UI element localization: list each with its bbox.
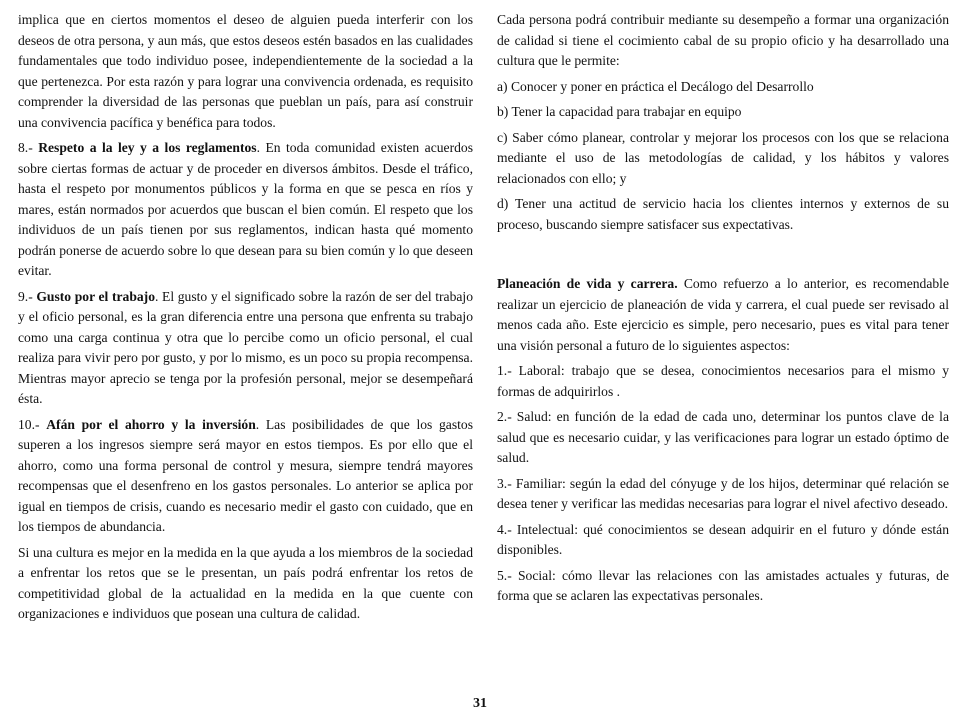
item-title: Respeto a la ley y a los reglamentos xyxy=(38,140,257,155)
paragraph-diversity: implica que en ciertos momentos el deseo de alguien pueda interferir con los deseos de otra persona, y aun más, que estos deseos estén basados en las cualidades fundamentales que todo individuo posee, independientemente de la sociedad a la que pertenezca. Por esta razón y para lograr una convivencia ordenada, es requisito comprender la diversidad de las personas que pueblan un país, para así construir una convivencia pacífica y benéfica para todos. xyxy=(18,12,473,130)
item-number: 8.- xyxy=(18,140,39,155)
list-item-a: a) Conocer y poner en práctica el Decálogo del Desarrollo xyxy=(497,78,814,94)
right-column xyxy=(497,10,949,612)
paragraph-work-enjoyment xyxy=(18,287,473,410)
aspect-labor: 1.- Laboral: trabajo que se desea, conocimientos necesarios para el mismo y formas de adquirirlos . xyxy=(497,363,949,399)
aspect-intellectual: 4.- Intelectual: qué conocimientos se desean adquirir en el futuro y dónde están disponibles. xyxy=(497,521,949,557)
section-text: Como refuerzo a lo anterior, es recomendable realizar un ejercicio de planeación de vida y carrera, el cual puede ser revisado al menos cada año. Este ejercicio es simple, pero necesario, pues es vital para tener una visión personal a futuro de lo siguientes aspectos: xyxy=(497,276,949,353)
list-item-d: d) Tener una actitud de servicio hacia los clientes internos y externos de su proceso, buscando siempre satisfacer sus expectativas. xyxy=(497,196,949,232)
aspect-health: 2.- Salud: en función de la edad de cada uno, determinar los puntos clave de la salud que es necesario cuidar, y las verificaciones para lograr un estado óptimo de salud. xyxy=(497,409,949,465)
item-title: Afán por el ahorro y la inversión xyxy=(46,416,256,432)
item-title: Gusto por el trabajo xyxy=(36,288,155,304)
paragraph-quality-culture: Si una cultura es mejor en la medida en la que ayuda a los miembros de la sociedad a enfrentar los retos que se le presentan, un país podrá enfrentar los retos de competitividad global de la actualidad en la medida en la que cuente con organizaciones e individuos que posean una cultura de calidad. xyxy=(18,544,473,621)
item-text: . Las posibilidades de que los gastos superen a los ingresos siempre será mayor en estos tiempos. Es por ello que el ahorro, como una forma personal de control y mesura, siempre tendrá mayores recompensas que el desenfreno en los gastos personales. Lo anterior se aplica por igual en tiempos de crisis, cuando es necesario medir el gasto con cuidado, que en los tiempos de abundancia. xyxy=(18,416,473,534)
aspect-social: 5.- Social: cómo llevar las relaciones con las amistades actuales y futuras, de forma que se aclaren las expectativas personales. xyxy=(497,567,949,603)
paragraph-intro: Cada persona podrá contribuir mediante su desempeño a formar una organización de calidad si tiene el cocimiento cabal de su propio oficio y ha desarrollado una cultura que le permite: xyxy=(497,12,949,68)
item-text: . En toda comunidad existen acuerdos sobre ciertas formas de actuar y de proceder en diversos ámbitos. Desde el tráfico, hasta el respeto por monumentos públicos y la forma en que se pesca en ríos y mares, están normados por acuerdos que buscan el bien común. El respeto que los individuos de un país tienen por sus reglamentos, indican hasta qué momento podrán ponerse de acuerdo sobre lo que desean para su bien común y lo que deseen evitar. xyxy=(18,140,473,278)
paragraph-respect-law xyxy=(18,138,473,282)
item-text: . El gusto y el significado sobre la razón de ser del trabajo y el oficio personal, es la gran diferencia entre una persona que enfrenta su trabajo como una carga continua y otra que lo percibe como un oficio personal, el cual realiza para vivir pero por gusto, y por lo mismo, es un poco su propia recompensa. Mientras mayor aprecio se tenga por la profesión personal, mejor se desempeñará ésta. xyxy=(18,288,473,406)
item-number: 9.- xyxy=(18,288,37,304)
spacer xyxy=(497,240,949,274)
paragraph-savings xyxy=(18,415,473,538)
paragraph-life-planning xyxy=(497,274,949,356)
aspect-family: 3.- Familiar: según la edad del cónyuge y de los hijos, determinar qué relación se desea tener y verificar las medidas necesarias para lograr el nivel afectivo deseado. xyxy=(497,475,949,511)
section-title: Planeación de vida y carrera. xyxy=(497,276,678,291)
item-number: 10.- xyxy=(18,416,47,432)
left-column xyxy=(18,10,473,630)
list-item-b: b) Tener la capacidad para trabajar en equipo xyxy=(497,104,742,119)
page-number: 31 xyxy=(473,696,487,711)
list-item-c: c) Saber cómo planear, controlar y mejorar los procesos con los que se relaciona mediante el uso de las metodologías de calidad, y los hábitos y valores relacionados con ello; y xyxy=(497,129,949,186)
